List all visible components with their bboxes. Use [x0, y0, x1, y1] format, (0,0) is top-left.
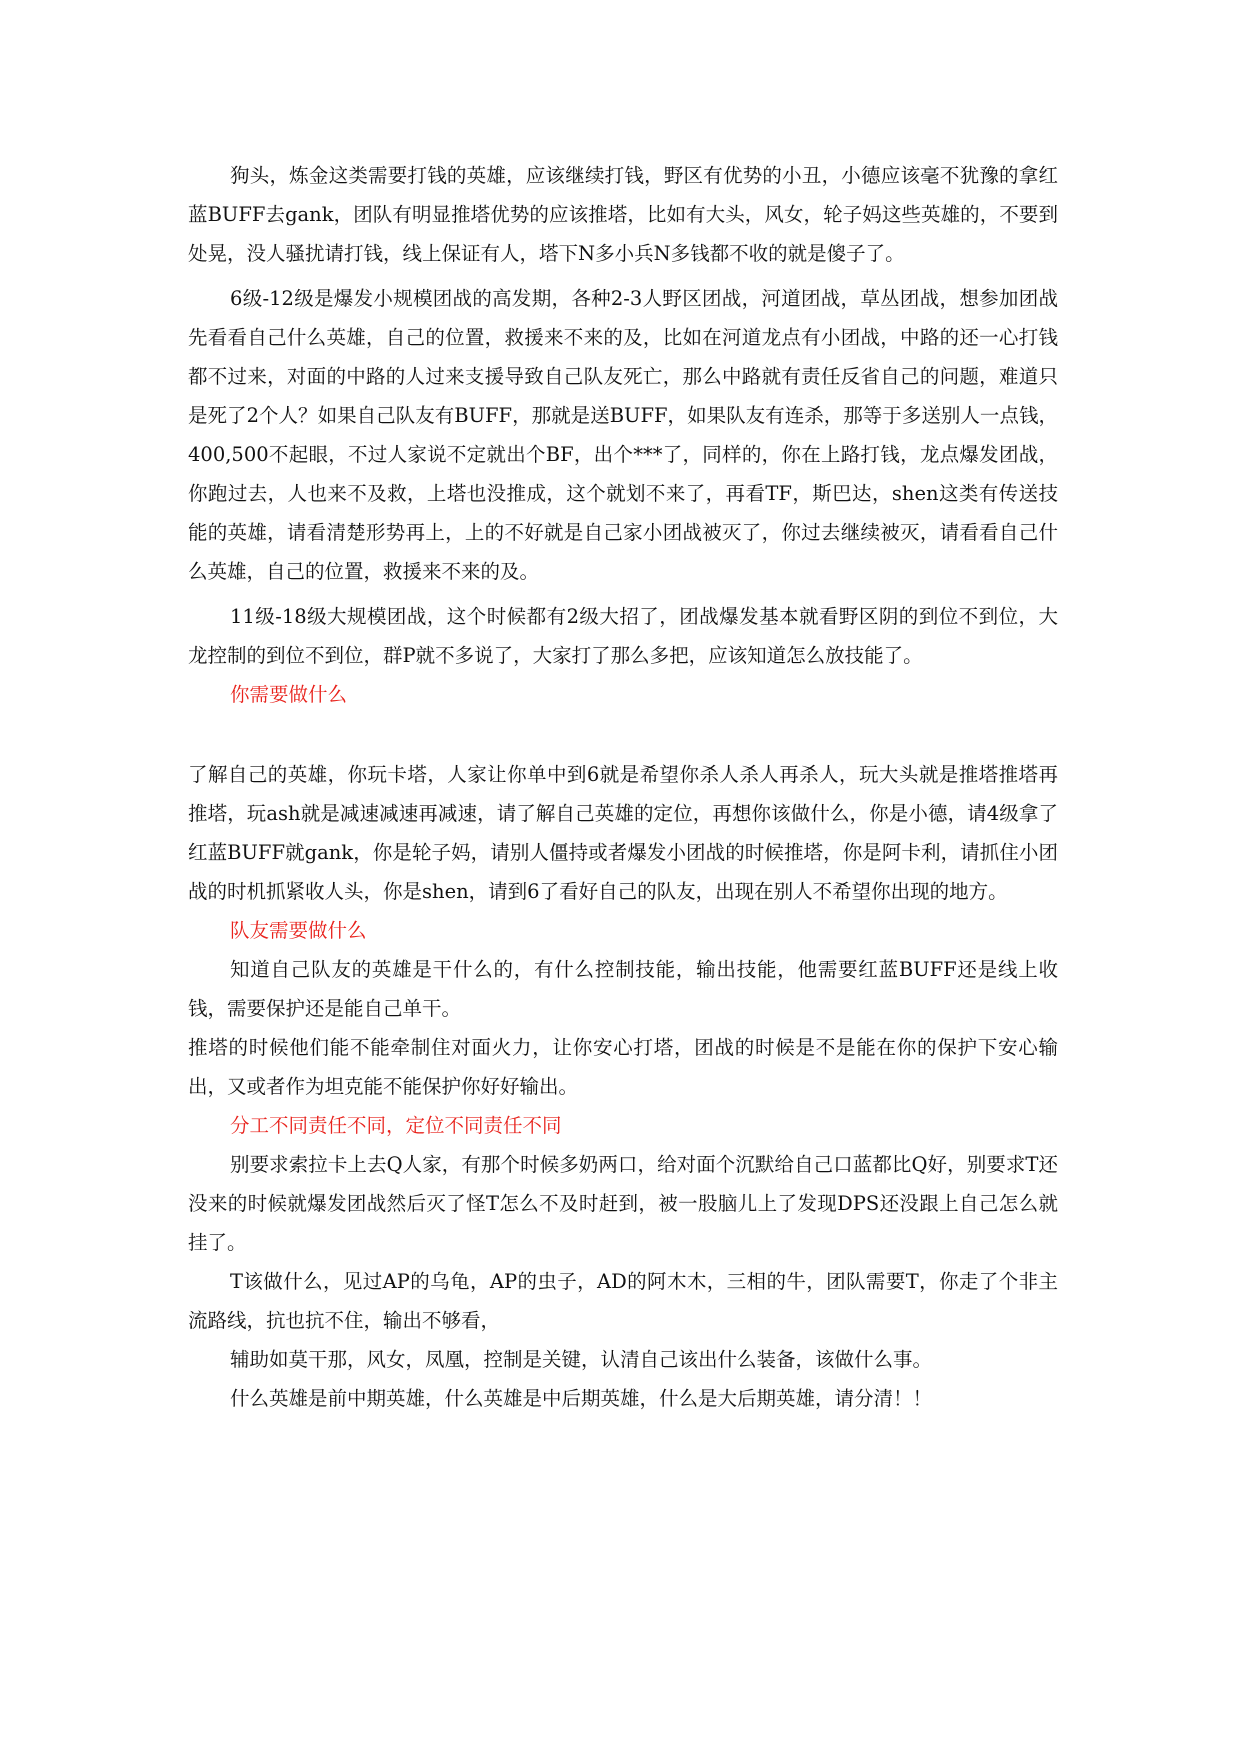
heading-what-you-need-to-do: 你需要做什么: [230, 683, 348, 706]
article-body: [188, 156, 1058, 1418]
paragraph-pushing-towers: 推塔的时候他们能不能牵制住对面火力，让你安心打塔，团战的时候是不是能在你的保护下安心输出，又或者作为坦克能不能保护你好好输出。: [188, 1036, 1058, 1098]
paragraph-large-teamfights: 11级-18级大规模团战，这个时候都有2级大招了，团战爆发基本就看野区阴的到位不到位，大龙控制的到位不到位，群P就不多说了，大家打了那么多把，应该知道怎么放技能了。: [188, 605, 1058, 667]
paragraph-game-stages: 什么英雄是前中期英雄，什么英雄是中后期英雄，什么是大后期英雄，请分清！！: [230, 1387, 933, 1410]
paragraph-farming: 狗头，炼金这类需要打钱的英雄，应该继续打钱，野区有优势的小丑，小德应该毫不犹豫的拿红蓝BUFF去gank，团队有明显推塔优势的应该推塔，比如有大头，风女，轮子妈这些英雄的，不要到处晃，没人骚扰请打钱，线上保证有人，塔下N多小兵N多钱都不收的就是傻子了。: [188, 164, 1058, 265]
paragraph-know-teammates: 知道自己队友的英雄是干什么的，有什么控制技能，输出技能，他需要红蓝BUFF还是线上收钱，需要保护还是能自己单干。: [188, 958, 1058, 1020]
paragraph-dont-demand: 别要求索拉卡上去Q人家，有那个时候多奶两口，给对面个沉默给自己口蓝都比Q好，别要求T还没来的时候就爆发团战然后灭了怪T怎么不及时赶到，被一股脑儿上了发现DPS还没跟上自己怎么就挂了。: [188, 1153, 1058, 1254]
paragraph-small-teamfights: 6级-12级是爆发小规模团战的高发期，各种2-3人野区团战，河道团战，草丛团战，想参加团战先看看自己什么英雄，自己的位置，救援来不来的及，比如在河道龙点有小团战，中路的还一心打钱都不过来，对面的中路的人过来支援导致自己队友死亡，那么中路就有责任反省自己的问题，难道只是死了2个人？如果自己队友有BUFF，那就是送BUFF，如果队友有连杀，那等于多送别人一点钱，400,500不起眼，不过人家说不定就出个BF，出个***了，同样的，你在上路打钱，龙点爆发团战，你跑过去，人也来不及救，上塔也没推成，这个就划不来了，再看TF，斯巴达，shen这类有传送技能的英雄，请看清楚形势再上，上的不好就是自己家小团战被灭了，你过去继续被灭，请看看自己什么英雄，自己的位置，救援来不来的及。: [188, 287, 1058, 583]
heading-division-of-labor: 分工不同责任不同，定位不同责任不同: [230, 1114, 562, 1137]
paragraph-tank-role: T该做什么，见过AP的乌龟，AP的虫子，AD的阿木木，三相的牛，团队需要T，你走了个非主流路线，抗也抗不住，输出不够看，: [188, 1270, 1058, 1332]
heading-what-teammates-need-to-do: 队友需要做什么: [230, 919, 367, 942]
paragraph-know-your-hero: 了解自己的英雄，你玩卡塔，人家让你单中到6就是希望你杀人杀人再杀人，玩大头就是推塔推塔再推塔，玩ash就是减速减速再减速，请了解自己英雄的定位，再想你该做什么，你是小德，请4级拿了红蓝BUFF就gank，你是轮子妈，请别人僵持或者爆发小团战的时候推塔，你是阿卡利，请抓住小团战的时机抓紧收人头，你是shen，请到6了看好自己的队友，出现在别人不希望你出现的地方。: [188, 763, 1058, 903]
paragraph-support-role: 辅助如莫干那，风女，凤凰，控制是关键，认清自己该出什么装备，该做什么事。: [230, 1348, 933, 1371]
